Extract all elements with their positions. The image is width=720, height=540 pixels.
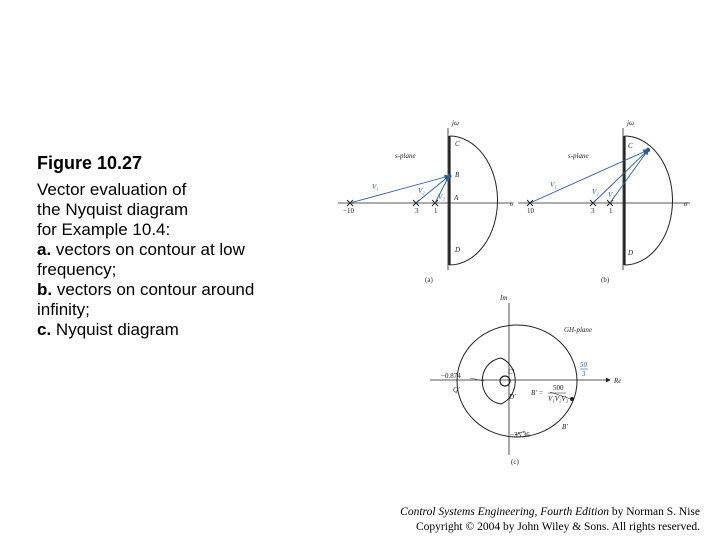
panel-a-plane-label: s-plane — [395, 152, 416, 160]
caption-line-2: the Nyquist diagram — [37, 200, 189, 219]
caption-item-c-label: c. — [37, 320, 52, 339]
panel-b-tick-m3: 3 — [591, 207, 595, 215]
panel-c-val-ratio: V₁V₂V₃ — [548, 395, 569, 403]
caption-item-c-text: Nyquist diagram — [51, 320, 179, 339]
panel-b-tick-m10: 10 — [527, 207, 534, 215]
panel-c-origin-circle — [500, 376, 510, 386]
figure-title: Figure 10.27 — [37, 153, 143, 173]
caption-line-1: Vector evaluation of — [37, 180, 187, 199]
panel-a-jw-label: jω — [452, 119, 459, 127]
panel-a-point-b — [448, 174, 452, 178]
caption-item-a-label: a. — [37, 240, 52, 259]
panel-c-outer-loop — [457, 325, 577, 437]
panel-b-contour-arc — [625, 136, 673, 265]
panel-a-point-d: D — [455, 246, 461, 254]
panel-b-point-c: C — [628, 142, 633, 150]
panel-c-im-label: Im — [500, 294, 508, 302]
panel-a-sigma-label: σ — [510, 200, 514, 208]
panel-b-plane-label: s-plane — [568, 152, 589, 160]
panel-a-vectors — [350, 176, 449, 203]
panel-b-point-d: D — [628, 249, 634, 257]
panel-a-tick-m1: 1 — [434, 207, 438, 215]
caption-item-b-label: b. — [37, 280, 53, 299]
panel-a-caption: (a) — [425, 276, 433, 284]
copyright-line-1 — [400, 505, 700, 520]
panel-b — [518, 119, 690, 284]
panel-a-point-a: A — [454, 194, 459, 202]
panel-a-tick-m10: −10 — [343, 207, 354, 215]
panel-b-point-on-arc — [646, 148, 650, 152]
panel-c-point-q: Q' — [453, 386, 460, 394]
copyright-notice — [400, 505, 700, 535]
panel-c-point-d: D' — [509, 393, 516, 401]
panel-b-vectors — [530, 150, 648, 203]
panel-b-caption: (b) — [601, 276, 610, 284]
panel-c-val-500: 500 — [553, 384, 564, 392]
panel-c-re-label: Re — [614, 377, 622, 385]
copyright-line-2: Copyright © 2004 by John Wiley & Sons. All rights reserved. — [415, 521, 700, 533]
panel-b-vec-v1: V₁ — [550, 181, 557, 189]
panel-c-point-bp: B' — [562, 423, 568, 431]
panel-b-vec-v3: V₃ — [608, 191, 615, 199]
panel-a-tick-m3: 3 — [415, 207, 419, 215]
panel-a-point-b-label: B — [455, 171, 460, 179]
panel-c — [430, 294, 621, 466]
panel-a-vec-v3: V₃ — [438, 193, 445, 201]
panel-b-vec-v2: V₂ — [592, 188, 599, 196]
book-title: Control Systems Engineering, Fourth Edition — [400, 506, 609, 518]
panel-a-point-c: C — [455, 140, 460, 148]
caption-item-b-text: vectors on contour around — [52, 280, 255, 299]
book-author: by Norman S. Nise — [608, 506, 700, 518]
panel-a-vec-v2: V₂ — [418, 187, 425, 195]
caption-item-b-cont: infinity; — [37, 300, 90, 319]
panel-b-tick-m1: 1 — [609, 207, 613, 215]
panel-c-point-c: C' — [508, 368, 515, 376]
panel-a-vec-v1: V₁ — [372, 183, 379, 191]
panel-c-val-50: 50 — [580, 361, 587, 369]
panel-b-jw-label: jω — [627, 119, 634, 127]
panel-c-point-b-eq: B' = — [531, 389, 544, 397]
panel-a — [338, 119, 514, 284]
panel-c-inner-loop — [482, 358, 501, 404]
caption-line-3: for Example 10.4: — [37, 220, 171, 239]
panel-c-plane-label: GH-plane — [564, 326, 592, 334]
caption-item-a-text: vectors on contour at low — [51, 240, 245, 259]
caption-item-a-cont: frequency; — [37, 260, 117, 279]
panel-c-val-neg0874: −0.874 — [441, 372, 461, 380]
panel-b-sigma-label: σ — [684, 200, 688, 208]
panel-c-val-neg3536: −35.36 — [510, 431, 530, 439]
panel-c-val-3: 3 — [582, 370, 586, 378]
panel-c-caption: (c) — [511, 458, 519, 466]
